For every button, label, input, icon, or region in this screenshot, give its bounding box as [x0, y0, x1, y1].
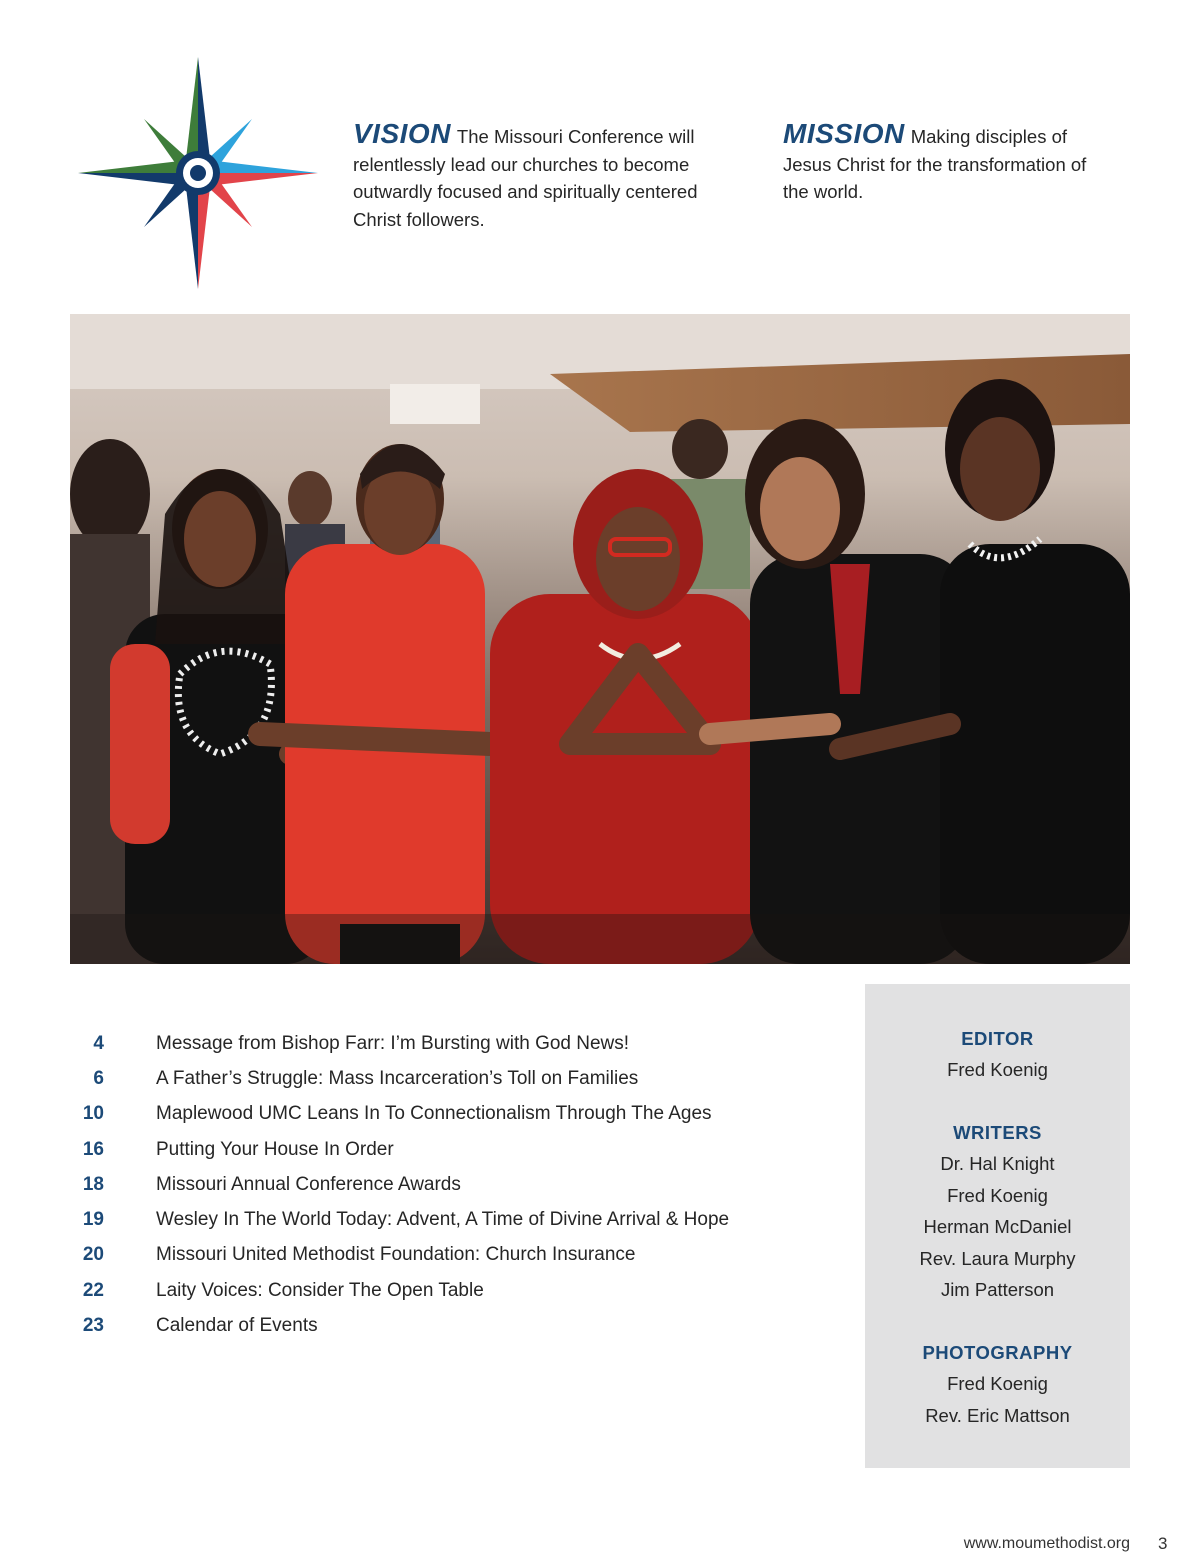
group-photo-image: [70, 314, 1130, 964]
compass-logo-icon: [76, 55, 320, 291]
credit-name: Dr. Hal Knight: [940, 1153, 1055, 1175]
credit-name: Herman McDaniel: [923, 1216, 1072, 1238]
toc-page-number: 18: [82, 1173, 104, 1195]
toc-title: Laity Voices: Consider The Open Table: [156, 1279, 484, 1301]
toc-title: A Father’s Struggle: Mass Incarceration’s Toll on Families: [156, 1067, 639, 1089]
toc-item[interactable]: [70, 1308, 810, 1343]
writers-credits: [865, 1117, 1130, 1305]
group-photo: [70, 314, 1130, 964]
toc-item[interactable]: [70, 1167, 810, 1202]
toc-title: Putting Your House In Order: [156, 1138, 394, 1160]
toc-page-number: 16: [82, 1138, 104, 1160]
toc-title: Missouri Annual Conference Awards: [156, 1173, 461, 1195]
toc-item[interactable]: [70, 1026, 810, 1061]
toc-page-number: 23: [82, 1315, 104, 1337]
table-of-contents: [70, 1026, 810, 1344]
editor-heading: EDITOR: [961, 1028, 1034, 1049]
mission-text: Making disciples of Jesus Christ for the transformation of the world.: [783, 126, 1087, 202]
mission-statement: [783, 120, 1113, 206]
photography-heading: PHOTOGRAPHY: [922, 1342, 1073, 1364]
toc-title: Maplewood UMC Leans In To Connectionalism Through The Ages: [156, 1103, 712, 1125]
toc-item[interactable]: [70, 1061, 810, 1096]
credit-name: Fred Koenig: [947, 1059, 1048, 1080]
toc-item[interactable]: [70, 1202, 810, 1237]
toc-item[interactable]: [70, 1273, 810, 1308]
toc-page-number: 4: [93, 1032, 104, 1054]
toc-page-number: 20: [82, 1244, 104, 1266]
toc-page-number: 10: [82, 1103, 104, 1125]
toc-title: Calendar of Events: [156, 1315, 318, 1337]
toc-item[interactable]: [70, 1132, 810, 1167]
toc-title: Message from Bishop Farr: I’m Bursting with God News!: [156, 1032, 630, 1054]
credit-name: Rev. Laura Murphy: [919, 1247, 1076, 1269]
toc-page-number: 6: [93, 1067, 104, 1089]
toc-page-number: 22: [82, 1279, 104, 1301]
toc-page-number: 19: [82, 1209, 104, 1231]
credit-name: Fred Koenig: [947, 1373, 1048, 1395]
toc-item[interactable]: [70, 1097, 810, 1132]
credits-panel: [865, 984, 1130, 1468]
toc-item[interactable]: [70, 1238, 810, 1273]
credit-name: Fred Koenig: [947, 1184, 1048, 1206]
vision-statement: [353, 120, 743, 233]
editor-credits: [865, 1023, 1130, 1085]
mission-heading: MISSION: [783, 118, 905, 149]
credit-name: Rev. Eric Mattson: [925, 1404, 1070, 1426]
photography-credits: [865, 1337, 1130, 1431]
credit-name: Jim Patterson: [940, 1278, 1055, 1300]
writers-heading: WRITERS: [953, 1122, 1042, 1144]
vision-text: The Missouri Conference will relentlessly lead our churches to become outwardly focused and spiritually centered Christ followers.: [353, 126, 698, 230]
footer-website-link[interactable]: www.moumethodist.org: [963, 1535, 1130, 1552]
page-number: 3: [1158, 1534, 1168, 1553]
toc-title: Wesley In The World Today: Advent, A Time of Divine Arrival & Hope: [156, 1209, 730, 1231]
vision-heading: VISION: [353, 118, 451, 149]
toc-title: Missouri United Methodist Foundation: Church Insurance: [156, 1244, 636, 1266]
